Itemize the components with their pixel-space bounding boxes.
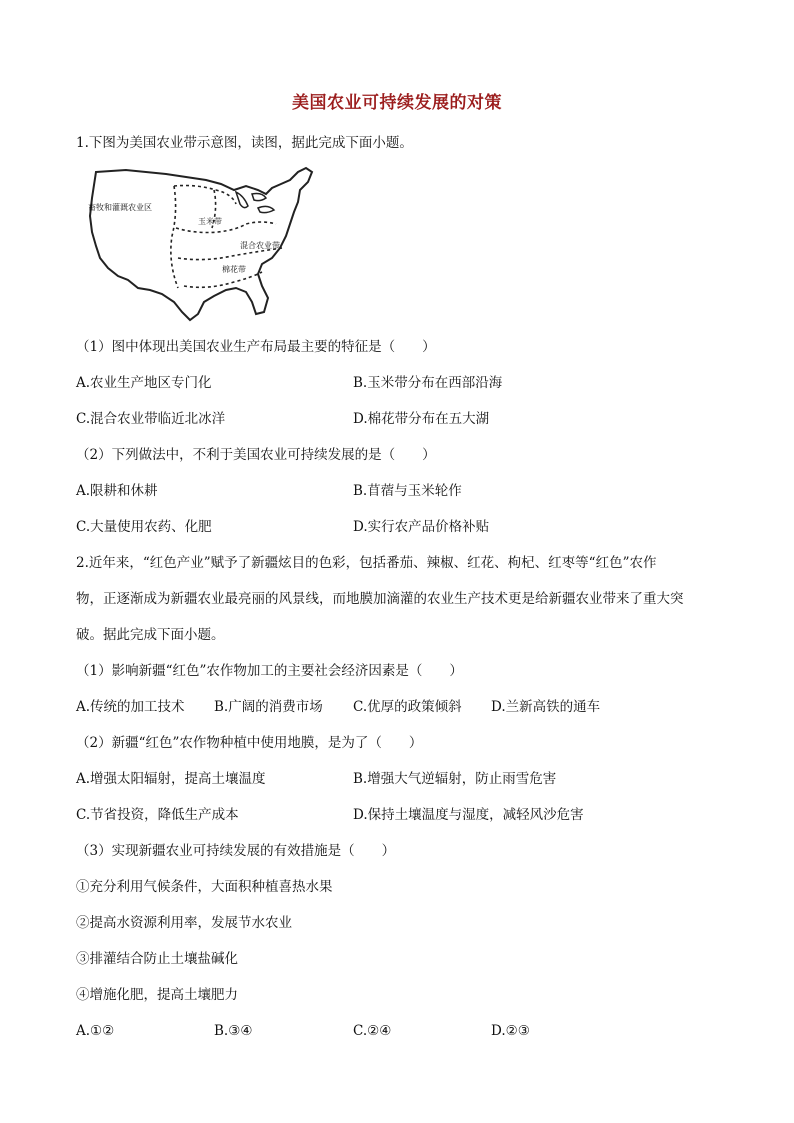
great-lakes: [236, 192, 274, 213]
question-2-stem-line-1: 2.近年来，“红色产业”赋予了新疆炫目的色彩，包括番茄、辣椒、红花、枸杞、红枣等“红色”农作: [76, 555, 657, 571]
q2-2-option-d: D.保持土壤温度与湿度，减轻风沙危害: [353, 807, 584, 823]
label-corn: 玉米带: [198, 217, 222, 226]
us-agriculture-belt-map: [86, 162, 318, 326]
question-2-2-stem: （2）新疆“红色”农作物种植中使用地膜，是为了（ ）: [76, 735, 423, 751]
q2-3-statement-3: ③排灌结合防止土壤盐碱化: [76, 951, 238, 967]
question-2-3-stem: （3）实现新疆农业可持续发展的有效措施是（ ）: [76, 843, 396, 859]
q1-1-option-a: A.农业生产地区专门化: [76, 375, 212, 391]
boundary-corn-mixed: [176, 222, 276, 233]
question-2-stem-line-2: 物，正逐渐成为新疆农业最亮丽的风景线，而地膜加滴灌的农业生产技术更是给新疆农业带来了重大突: [76, 591, 684, 607]
q1-1-option-c: C.混合农业带临近北冰洋: [76, 411, 226, 427]
q1-2-option-d: D.实行农产品价格补贴: [353, 519, 490, 535]
q2-1-option-c: C.优厚的政策倾斜: [353, 699, 462, 715]
q1-1-option-d: D.棉花带分布在五大湖: [353, 411, 490, 427]
q2-3-option-a: A.①②: [76, 1023, 115, 1039]
q2-2-option-c: C.节省投资，降低生产成本: [76, 807, 239, 823]
boundary-corn-north: [174, 186, 236, 205]
q1-2-option-b: B.苜蓿与玉米轮作: [353, 483, 462, 499]
question-2-1-stem: （1）影响新疆“红色”农作物加工的主要社会经济因素是（ ）: [76, 663, 463, 679]
q2-1-option-b: B.广阔的消费市场: [214, 699, 323, 715]
page-title: 美国农业可持续发展的对策: [292, 93, 502, 113]
label-cotton: 棉花带: [222, 265, 246, 274]
q2-3-statement-2: ②提高水资源利用率，发展节水农业: [76, 915, 292, 931]
question-1-stem: 1.下图为美国农业带示意图，读图，据此完成下面小题。: [76, 135, 413, 151]
q1-1-option-b: B.玉米带分布在西部沿海: [353, 375, 503, 391]
question-2-stem-line-3: 破。据此完成下面小题。: [76, 627, 225, 643]
question-1-2-stem: （2）下列做法中，不利于美国农业可持续发展的是（ ）: [76, 447, 436, 463]
q2-1-option-d: D.兰新高铁的通车: [491, 699, 601, 715]
q2-3-statement-4: ④增施化肥，提高土壤肥力: [76, 987, 238, 1003]
boundary-west: [171, 186, 178, 288]
q2-3-option-b: B.③④: [214, 1023, 253, 1039]
question-1-1-stem: （1）图中体现出美国农业生产布局最主要的特征是（ ）: [76, 339, 436, 355]
label-mixed: 混合农业带: [240, 241, 280, 250]
q2-2-option-a: A.增强太阳辐射，提高土壤温度: [76, 771, 266, 787]
boundary-cotton-south: [184, 272, 262, 287]
q1-2-option-c: C.大量使用农药、化肥: [76, 519, 212, 535]
q2-3-option-c: C.②④: [353, 1023, 392, 1039]
q2-1-option-a: A.传统的加工技术: [76, 699, 185, 715]
q2-2-option-b: B.增强大气逆辐射，防止雨雪危害: [353, 771, 557, 787]
q2-3-option-d: D.②③: [491, 1023, 530, 1039]
q1-2-option-a: A.限耕和休耕: [76, 483, 158, 499]
label-ranching: 畜牧和灌溉农业区: [88, 203, 152, 212]
q2-3-statement-1: ①充分利用气候条件，大面积种植喜热水果: [76, 879, 333, 895]
